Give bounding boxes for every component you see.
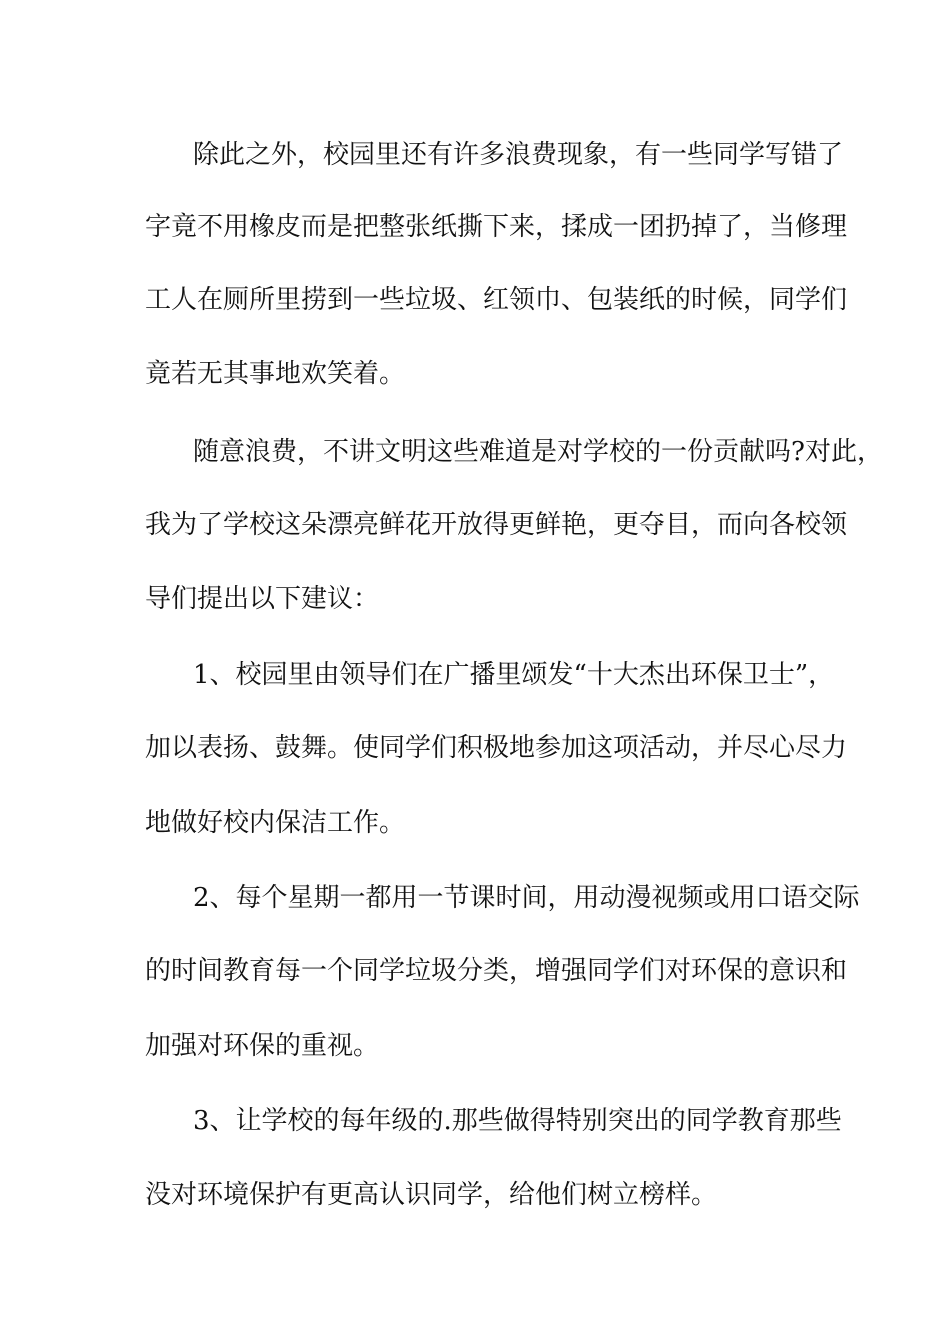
suggestion-1-line-1: 1、校园里由领导们在广播里颂发“十大杰出环保卫士”， [193, 660, 835, 690]
suggestion-2-line-2: 的时间教育每一个同学垃圾分类，增强同学们对环保的意识和 [145, 956, 848, 986]
suggestion-2-line-1: 2、每个星期一都用一节课时间，用动漫视频或用口语交际 [193, 883, 860, 913]
suggestion-3-line-1: 3、让学校的每年级的.那些做得特别突出的同学教育那些 [193, 1106, 842, 1136]
suggestion-1-line-2: 加以表扬、鼓舞。使同学们积极地参加这项活动，并尽心尽力 [145, 733, 848, 763]
paragraph-1-line-2: 字竟不用橡皮而是把整张纸撕下来，揉成一团扔掉了，当修理 [145, 212, 848, 242]
paragraph-1-line-1: 除此之外，校园里还有许多浪费现象，有一些同学写错了 [193, 140, 844, 170]
suggestion-1-line-3: 地做好校内保洁工作。 [145, 808, 406, 838]
paragraph-1-line-3: 工人在厕所里捞到一些垃圾、红领巾、包装纸的时候，同学们 [145, 285, 848, 315]
suggestion-3-line-2: 没对环境保护有更高认识同学，给他们树立榜样。 [145, 1180, 718, 1210]
paragraph-2-line-2: 我为了学校这朵漂亮鲜花开放得更鲜艳，更夺目，而向各校领 [145, 510, 848, 540]
paragraph-1-line-4: 竟若无其事地欢笑着。 [145, 359, 406, 389]
paragraph-2-line-1: 随意浪费，不讲文明这些难道是对学校的一份贡献吗?对此， [193, 437, 883, 467]
paragraph-2-line-3: 导们提出以下建议： [145, 584, 380, 614]
suggestion-2-line-3: 加强对环保的重视。 [145, 1031, 380, 1061]
